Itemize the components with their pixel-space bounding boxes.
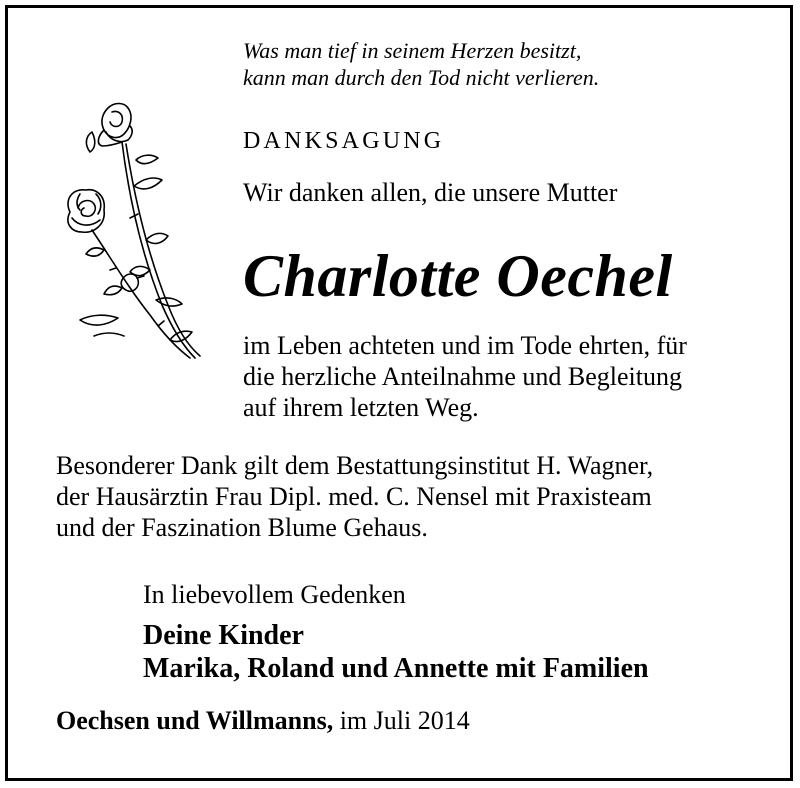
special-thanks-line-3: und der Faszination Blume Gehaus. [56, 513, 428, 542]
signature-line-1: Deine Kinder [143, 620, 304, 651]
special-thanks-line-1: Besonderer Dank gilt dem Bestattungsinstitut H. Wagner, [56, 451, 654, 480]
signature-line-2: Marika, Roland und Annette mit Familien [143, 653, 649, 684]
rose-illustration-icon [50, 100, 205, 362]
message-line-2: die herzliche Anteilnahme und Begleitung [243, 362, 682, 391]
quote-line-2: kann man durch den Tod nicht verlieren. [243, 65, 600, 90]
deceased-name: Charlotte Oechel [243, 243, 673, 309]
intro-text: Wir danken allen, die unsere Mutter [243, 178, 618, 207]
special-thanks-line-2: der Hausärztin Frau Dipl. med. C. Nensel mit Praxisteam [56, 482, 652, 511]
place-date [56, 708, 470, 734]
message-line-1: im Leben achteten und im Tode ehrten, für [243, 331, 687, 360]
date-text: im Juli 2014 [333, 706, 470, 735]
quote-line-1: Was man tief in seinem Herzen besitzt, [243, 38, 582, 63]
place-names: Oechsen und Willmanns, [56, 706, 334, 735]
message-line-3: auf ihrem letzten Weg. [243, 393, 479, 422]
heading: DANKSAGUNG [243, 128, 445, 154]
in-memory-text: In liebevollem Gedenken [143, 580, 406, 609]
